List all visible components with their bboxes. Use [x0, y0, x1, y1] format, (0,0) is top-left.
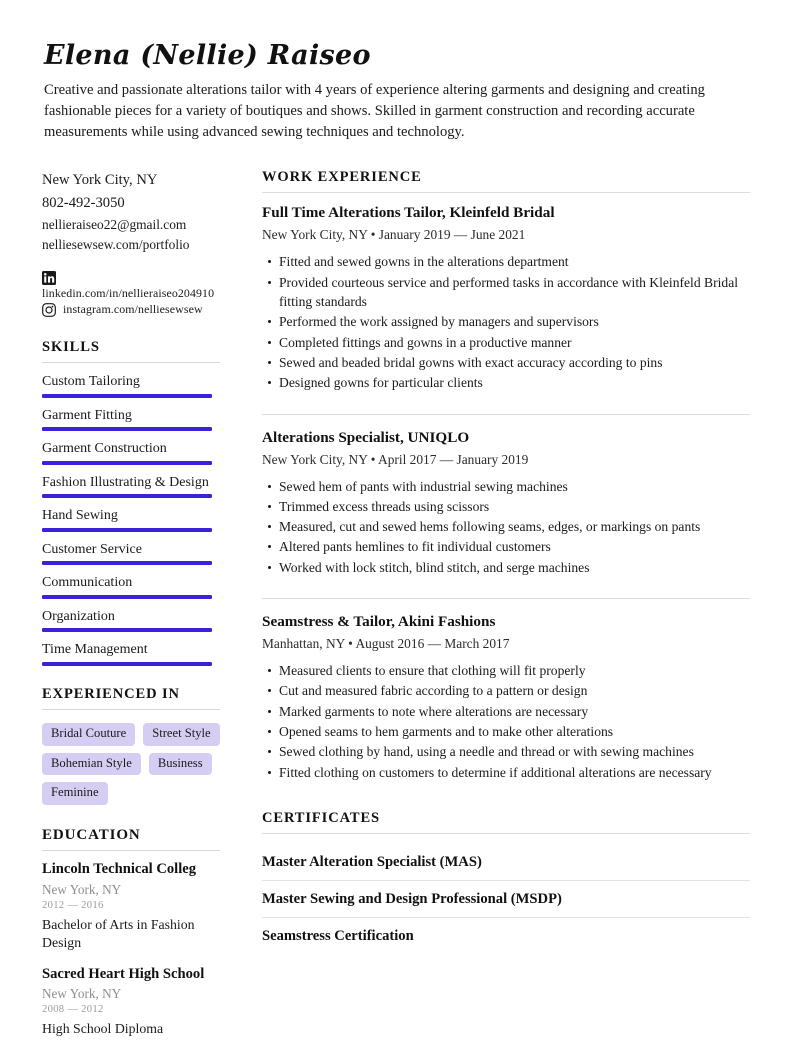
tag-list [42, 720, 220, 806]
contact-location: New York City, NY [42, 172, 158, 189]
contact-website[interactable]: nelliesewsew.com/portfolio [42, 237, 190, 253]
bullet-item: Opened seams to hem garments and to make other alterations [279, 722, 750, 741]
job-entry [262, 203, 750, 404]
bullet-item: Sewed clothing by hand, using a needle and thread or with sewing machines [279, 742, 750, 761]
tag-item: Bohemian Style [42, 753, 141, 776]
education-divider [42, 850, 220, 851]
bullet-item: Designed gowns for particular clients [279, 373, 750, 392]
job-title: Seamstress & Tailor, Akini Fashions [262, 613, 496, 631]
tag-item: Business [149, 753, 212, 776]
work-experience-heading: WORK EXPERIENCE [262, 169, 422, 186]
instagram-url[interactable]: instagram.com/nelliesewsew [63, 302, 203, 317]
bullet-item: Trimmed excess threads using scissors [279, 497, 750, 516]
skill-label: Organization [42, 608, 115, 624]
certificates-heading: CERTIFICATES [262, 809, 380, 826]
skill-label: Garment Construction [42, 441, 167, 457]
education-location: New York, NY [42, 986, 122, 1002]
contact-block [42, 169, 220, 317]
education-item [42, 966, 220, 1038]
education-heading: EDUCATION [42, 827, 141, 844]
bullet-item: Completed fittings and gowns in a productive manner [279, 333, 750, 352]
main-column [238, 169, 750, 953]
candidate-name: Elena (Nellie) Raiseo [44, 40, 371, 71]
skill-item [42, 474, 220, 499]
skill-label: Garment Fitting [42, 407, 132, 423]
job-bullets [262, 477, 750, 577]
skills-heading: SKILLS [42, 339, 100, 356]
linkedin-icon [42, 271, 56, 285]
skill-label: Time Management [42, 642, 148, 658]
skill-label: Customer Service [42, 541, 142, 557]
skill-meter [42, 561, 212, 565]
experienced-in-heading: EXPERIENCED IN [42, 685, 180, 702]
tag-item: Street Style [143, 723, 219, 746]
job-meta: New York City, NY • January 2019 — June 2021 [262, 227, 526, 243]
skill-item [42, 541, 220, 566]
job-title: Alterations Specialist, UNIQLO [262, 428, 470, 446]
certificates-section [262, 810, 750, 954]
bullet-item: Sewed and beaded bridal gowns with exact accuracy according to pins [279, 353, 750, 372]
bullet-item: Performed the work assigned by managers and supervisors [279, 312, 750, 331]
bullet-item: Marked garments to note where alterations are necessary [279, 702, 750, 721]
education-location: New York, NY [42, 881, 122, 897]
skill-meter [42, 528, 212, 532]
skill-meter [42, 394, 212, 398]
bullet-item: Fitted and sewed gowns in the alterations department [279, 252, 750, 271]
skill-item [42, 440, 220, 465]
bullet-item: Measured clients to ensure that clothing will fit properly [279, 661, 750, 680]
certificate-item: Master Sewing and Design Professional (MSDP) [262, 890, 562, 907]
education-school: Sacred Heart High School [42, 965, 205, 982]
professional-summary: Creative and passionate alterations tailor with 4 years of experience altering garments and designing and creating fashionable pieces for a variety of boutiques and shows. Skilled in garment construction and recording accurate measurements while using advanced sewing techniques and technology. [44, 82, 705, 141]
bullet-item: Worked with lock stitch, blind stitch, and serge machines [279, 558, 750, 577]
experienced-in-section [42, 686, 220, 806]
social-instagram[interactable] [42, 302, 220, 317]
sidebar-column [42, 169, 238, 1052]
job-divider [262, 414, 750, 415]
tag-item: Bridal Couture [42, 723, 135, 746]
bullet-item: Measured, cut and sewed hems following seams, edges, or markings on pants [279, 517, 750, 536]
job-entry [262, 612, 750, 794]
job-bullets [262, 252, 750, 392]
job-meta: New York City, NY • April 2017 — January 2019 [262, 451, 529, 467]
skill-meter [42, 494, 212, 498]
job-entry [262, 428, 750, 589]
skill-label: Communication [42, 575, 133, 591]
skill-label: Hand Sewing [42, 508, 118, 524]
job-bullets [262, 661, 750, 782]
bullet-item: Cut and measured fabric according to a pattern or design [279, 681, 750, 700]
education-item [42, 861, 220, 951]
skill-item [42, 608, 220, 633]
instagram-icon [42, 303, 56, 317]
bullet-item: Provided courteous service and performed tasks in accordance with Kleinfeld Bridal fitting standards [279, 273, 750, 312]
education-dates: 2008 — 2012 [42, 1004, 104, 1016]
skill-meter [42, 595, 212, 599]
skill-meter [42, 662, 212, 666]
skill-meter [42, 427, 212, 431]
skills-section [42, 339, 220, 666]
education-section [42, 827, 220, 1038]
certificate-item: Seamstress Certification [262, 927, 414, 944]
skill-item [42, 641, 220, 666]
work-experience-section [262, 169, 750, 793]
bullet-item: Fitted clothing on customers to determine if additional alterations are necessary [279, 763, 750, 782]
skill-item [42, 407, 220, 432]
skill-meter [42, 628, 212, 632]
skill-item [42, 373, 220, 398]
job-title: Full Time Alterations Tailor, Kleinfeld Bridal [262, 204, 555, 222]
skill-item [42, 574, 220, 599]
education-dates: 2012 — 2016 [42, 899, 104, 911]
skills-divider [42, 362, 220, 363]
education-degree: High School Diploma [42, 1021, 164, 1037]
linkedin-url[interactable]: linkedin.com/in/nellieraiseo204910 [42, 286, 215, 301]
experienced-in-divider [42, 709, 220, 710]
skill-meter [42, 461, 212, 465]
resume-columns [42, 169, 750, 1052]
work-experience-divider [262, 192, 750, 193]
skill-label: Fashion Illustrating & Design [42, 474, 209, 490]
education-degree: Bachelor of Arts in Fashion Design [42, 916, 195, 950]
tag-item: Feminine [42, 782, 108, 805]
skill-label: Custom Tailoring [42, 374, 140, 390]
social-linkedin[interactable] [42, 268, 220, 301]
contact-email[interactable]: nellieraiseo22@gmail.com [42, 216, 187, 232]
bullet-item: Sewed hem of pants with industrial sewing machines [279, 477, 750, 496]
certificates-divider [262, 833, 750, 834]
education-school: Lincoln Technical Colleg [42, 861, 197, 878]
bullet-item: Altered pants hemlines to fit individual customers [279, 537, 750, 556]
certificate-item: Master Alteration Specialist (MAS) [262, 853, 482, 870]
skill-item [42, 507, 220, 532]
social-links [42, 268, 220, 317]
job-meta: Manhattan, NY • August 2016 — March 2017 [262, 636, 510, 652]
job-divider [262, 598, 750, 599]
contact-phone[interactable]: 802-492-3050 [42, 195, 125, 212]
